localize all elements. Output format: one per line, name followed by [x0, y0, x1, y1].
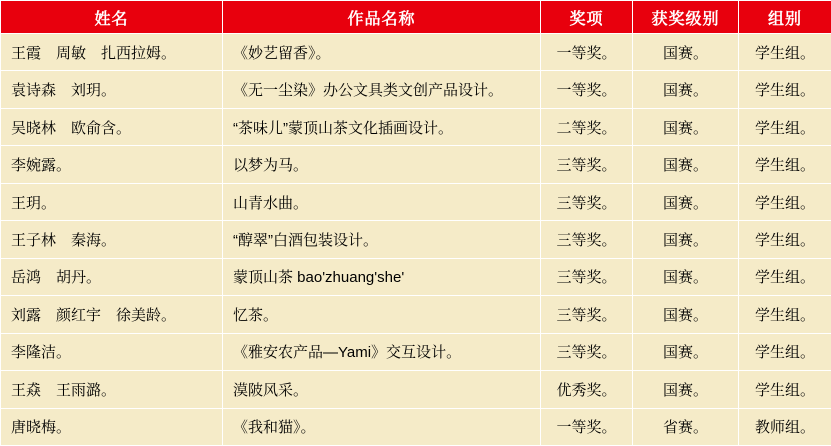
- cell-name: 李婉露。: [1, 146, 223, 183]
- cell-work: 山青水曲。: [223, 183, 541, 220]
- cell-level: 国赛。: [633, 108, 739, 145]
- table-header-row: [1, 1, 831, 34]
- cell-prize: 三等奖。: [541, 258, 633, 295]
- cell-name: 岳鸿 胡丹。: [1, 258, 223, 295]
- cell-name: 唐晓梅。: [1, 408, 223, 445]
- table-row: [1, 221, 831, 258]
- cell-group: 学生组。: [739, 333, 831, 370]
- table-row: [1, 146, 831, 183]
- cell-work: 漠陂风采。: [223, 371, 541, 408]
- table-row: [1, 296, 831, 333]
- table-body: [1, 34, 831, 446]
- cell-level: 国赛。: [633, 146, 739, 183]
- cell-level: 省赛。: [633, 408, 739, 445]
- cell-prize: 三等奖。: [541, 146, 633, 183]
- cell-level: 国赛。: [633, 71, 739, 108]
- cell-work: 《我和猫》。: [223, 408, 541, 445]
- cell-name: 王子林 秦海。: [1, 221, 223, 258]
- table-row: [1, 183, 831, 220]
- cell-prize: 三等奖。: [541, 221, 633, 258]
- cell-work: 蒙顶山茶 bao'zhuang'she': [223, 258, 541, 295]
- cell-level: 国赛。: [633, 296, 739, 333]
- cell-group: 教师组。: [739, 408, 831, 445]
- column-header-group: 组别: [739, 1, 831, 34]
- cell-group: 学生组。: [739, 371, 831, 408]
- cell-prize: 二等奖。: [541, 108, 633, 145]
- cell-group: 学生组。: [739, 71, 831, 108]
- table-row: [1, 71, 831, 108]
- cell-work: “醇翠”白酒包装设计。: [223, 221, 541, 258]
- cell-level: 国赛。: [633, 333, 739, 370]
- cell-level: 国赛。: [633, 258, 739, 295]
- cell-group: 学生组。: [739, 258, 831, 295]
- cell-prize: 优秀奖。: [541, 371, 633, 408]
- cell-work: 《雅安农产品—Yami》交互设计。: [223, 333, 541, 370]
- cell-level: 国赛。: [633, 221, 739, 258]
- column-header-name: 姓名: [1, 1, 223, 34]
- cell-level: 国赛。: [633, 183, 739, 220]
- cell-level: 国赛。: [633, 371, 739, 408]
- cell-name: 吴晓林 欧俞含。: [1, 108, 223, 145]
- cell-name: 袁诗森 刘玥。: [1, 71, 223, 108]
- cell-prize: 三等奖。: [541, 183, 633, 220]
- cell-name: 王猋 王雨潞。: [1, 371, 223, 408]
- cell-group: 学生组。: [739, 296, 831, 333]
- cell-name: 王玥。: [1, 183, 223, 220]
- column-header-level: 获奖级别: [633, 1, 739, 34]
- cell-work: 以梦为马。: [223, 146, 541, 183]
- cell-prize: 一等奖。: [541, 71, 633, 108]
- column-header-work: 作品名称: [223, 1, 541, 34]
- cell-work: 忆茶。: [223, 296, 541, 333]
- cell-group: 学生组。: [739, 221, 831, 258]
- cell-group: 学生组。: [739, 34, 831, 71]
- cell-group: 学生组。: [739, 146, 831, 183]
- cell-level: 国赛。: [633, 34, 739, 71]
- cell-work: 《妙艺留香》。: [223, 34, 541, 71]
- table-row: [1, 333, 831, 370]
- cell-group: 学生组。: [739, 183, 831, 220]
- cell-prize: 三等奖。: [541, 333, 633, 370]
- cell-work: “茶味儿”蒙顶山茶文化插画设计。: [223, 108, 541, 145]
- cell-prize: 一等奖。: [541, 408, 633, 445]
- table-header: [1, 1, 831, 34]
- cell-prize: 一等奖。: [541, 34, 633, 71]
- cell-prize: 三等奖。: [541, 296, 633, 333]
- table-row: [1, 258, 831, 295]
- cell-name: 王霞 周敏 扎西拉姆。: [1, 34, 223, 71]
- table-row: [1, 408, 831, 445]
- cell-name: 刘露 颜红宇 徐美龄。: [1, 296, 223, 333]
- column-header-prize: 奖项: [541, 1, 633, 34]
- table-row: [1, 34, 831, 71]
- cell-work: 《无一尘染》办公文具类文创产品设计。: [223, 71, 541, 108]
- cell-name: 李隆洁。: [1, 333, 223, 370]
- table-row: [1, 371, 831, 408]
- table-row: [1, 108, 831, 145]
- cell-group: 学生组。: [739, 108, 831, 145]
